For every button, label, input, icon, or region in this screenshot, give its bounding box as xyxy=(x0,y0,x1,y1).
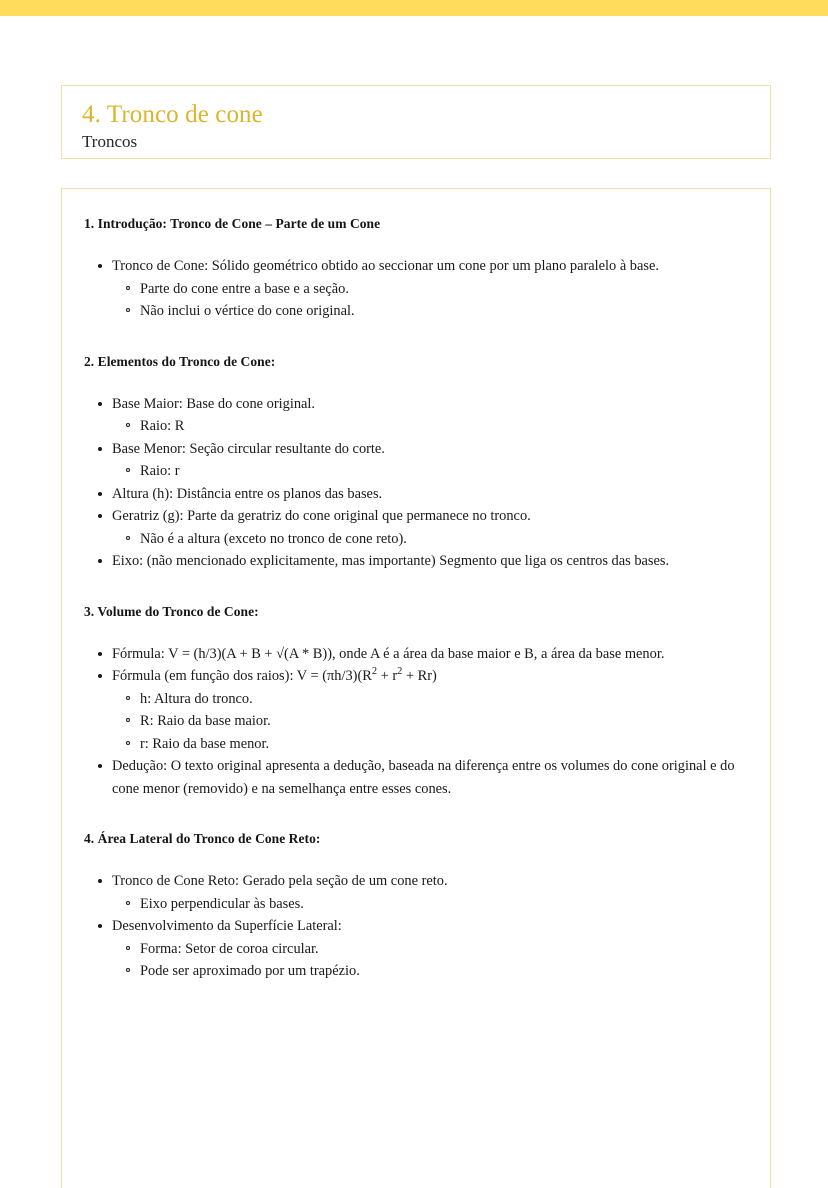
section xyxy=(84,830,744,983)
bullet-list xyxy=(84,643,744,801)
sub-list-item xyxy=(112,278,744,301)
sub-bullet-list xyxy=(112,415,744,438)
content-card xyxy=(61,188,771,1188)
sub-list-item xyxy=(112,710,744,733)
sub-bullet-list xyxy=(112,938,744,983)
sub-list-item xyxy=(112,688,744,711)
list-item-text: Fórmula (em função dos raios): $V = (\pi h/3)(R^2 + r^2 + Rr)$ xyxy=(112,666,437,684)
sub-list-item-text: R: Raio da base maior. xyxy=(140,713,271,729)
bullet-circle-icon xyxy=(126,946,130,950)
sub-list-item xyxy=(112,300,744,323)
section-heading: 4. Área Lateral do Tronco de Cone Reto: xyxy=(84,831,321,846)
list-item-text: Dedução: O texto original apresenta a dedução, baseada na diferença entre os volumes do cone original e do cone menor (removido) e na semelhança entre esses cones. xyxy=(112,758,735,797)
sub-bullet-list xyxy=(112,893,744,916)
section xyxy=(84,603,744,801)
sub-list-item-text: Não é a altura (exceto no tronco de cone reto). xyxy=(140,530,407,547)
sub-bullet-list xyxy=(112,528,744,551)
deck-header-card xyxy=(61,85,771,159)
list-item-text: Fórmula: V = (h/3)(A + B + √(A * B)), onde A é a área da base maior e B, a área da base menor. xyxy=(112,645,665,662)
section xyxy=(84,215,744,323)
bullet-circle-icon xyxy=(126,308,130,312)
list-item xyxy=(84,550,744,573)
bullet-circle-icon xyxy=(126,741,130,745)
bullet-disc-icon xyxy=(98,514,102,518)
list-item xyxy=(84,755,744,800)
list-item xyxy=(84,505,744,550)
bullet-disc-icon xyxy=(98,559,102,563)
list-item-text: Desenvolvimento da Superfície Lateral: xyxy=(112,918,342,934)
list-item xyxy=(84,393,744,438)
list-item-text: Altura (h): Distância entre os planos das bases. xyxy=(112,485,383,502)
section-heading: 3. Volume do Tronco de Cone: xyxy=(84,603,259,619)
bullet-list xyxy=(84,393,744,573)
list-item xyxy=(84,255,744,323)
bullet-circle-icon xyxy=(126,536,130,540)
bullet-disc-icon xyxy=(98,492,102,496)
list-item xyxy=(84,870,744,915)
bullet-circle-icon xyxy=(126,468,130,472)
bullet-circle-icon xyxy=(126,968,130,972)
sub-list-item xyxy=(112,733,744,756)
bullet-circle-icon xyxy=(126,423,130,427)
sub-list-item-text: Raio: r xyxy=(140,463,180,479)
sub-list-item xyxy=(112,893,744,916)
bullet-disc-icon xyxy=(98,879,102,883)
list-item-text: Eixo: (não mencionado explicitamente, mas importante) Segmento que liga os centros das bases. xyxy=(112,553,670,569)
list-item-text: Tronco de Cone Reto: Gerado pela seção de um cone reto. xyxy=(112,873,448,889)
section-heading: 2. Elementos do Tronco de Cone: xyxy=(84,353,276,369)
sub-bullet-list xyxy=(112,460,744,483)
sub-list-item-text: Pode ser aproximado por um trapézio. xyxy=(140,963,360,979)
bullet-circle-icon xyxy=(126,718,130,722)
bullet-circle-icon xyxy=(126,696,130,700)
list-item xyxy=(84,665,744,755)
sub-list-item-text: Forma: Setor de coroa circular. xyxy=(140,940,319,957)
bullet-list xyxy=(84,255,744,323)
sub-list-item-text: h: Altura do tronco. xyxy=(140,690,253,707)
sub-list-item-text: Não inclui o vértice do cone original. xyxy=(140,303,355,319)
bullet-circle-icon xyxy=(126,286,130,290)
bullet-disc-icon xyxy=(98,402,102,406)
sub-list-item-text: r: Raio da base menor. xyxy=(140,735,270,752)
sub-list-item-text: Raio: R xyxy=(140,418,185,434)
list-item xyxy=(84,643,744,666)
list-item-text: Base Menor: Seção circular resultante do corte. xyxy=(112,440,385,457)
bullet-disc-icon xyxy=(98,447,102,451)
sub-list-item xyxy=(112,960,744,983)
section xyxy=(84,353,744,573)
top-accent-bar xyxy=(0,0,828,16)
bullet-disc-icon xyxy=(98,924,102,928)
bullet-disc-icon xyxy=(98,674,102,678)
bullet-disc-icon xyxy=(98,764,102,768)
list-item xyxy=(84,915,744,983)
list-item xyxy=(84,483,744,506)
sub-list-item-text: Parte do cone entre a base e a seção. xyxy=(140,280,349,297)
bullet-disc-icon xyxy=(98,652,102,656)
sub-list-item xyxy=(112,460,744,483)
list-item-text: Tronco de Cone: Sólido geométrico obtido ao seccionar um cone por um plano paralelo à base. xyxy=(112,258,659,274)
sub-bullet-list xyxy=(112,688,744,756)
sections-container xyxy=(84,215,744,983)
bullet-disc-icon xyxy=(98,264,102,268)
sub-list-item xyxy=(112,528,744,551)
page-title: 4. Tronco de cone xyxy=(82,101,263,128)
bullet-circle-icon xyxy=(126,901,130,905)
list-item-text: Geratriz (g): Parte da geratriz do cone original que permanece no tronco. xyxy=(112,508,531,524)
sub-list-item-text: Eixo perpendicular às bases. xyxy=(140,895,304,912)
list-item xyxy=(84,438,744,483)
sub-list-item xyxy=(112,415,744,438)
bullet-list xyxy=(84,870,744,983)
sub-list-item xyxy=(112,938,744,961)
list-item-text: Base Maior: Base do cone original. xyxy=(112,395,316,412)
sub-bullet-list xyxy=(112,278,744,323)
section-heading: 1. Introdução: Tronco de Cone – Parte de um Cone xyxy=(84,216,381,231)
deck-subtitle: Troncos xyxy=(82,132,138,151)
